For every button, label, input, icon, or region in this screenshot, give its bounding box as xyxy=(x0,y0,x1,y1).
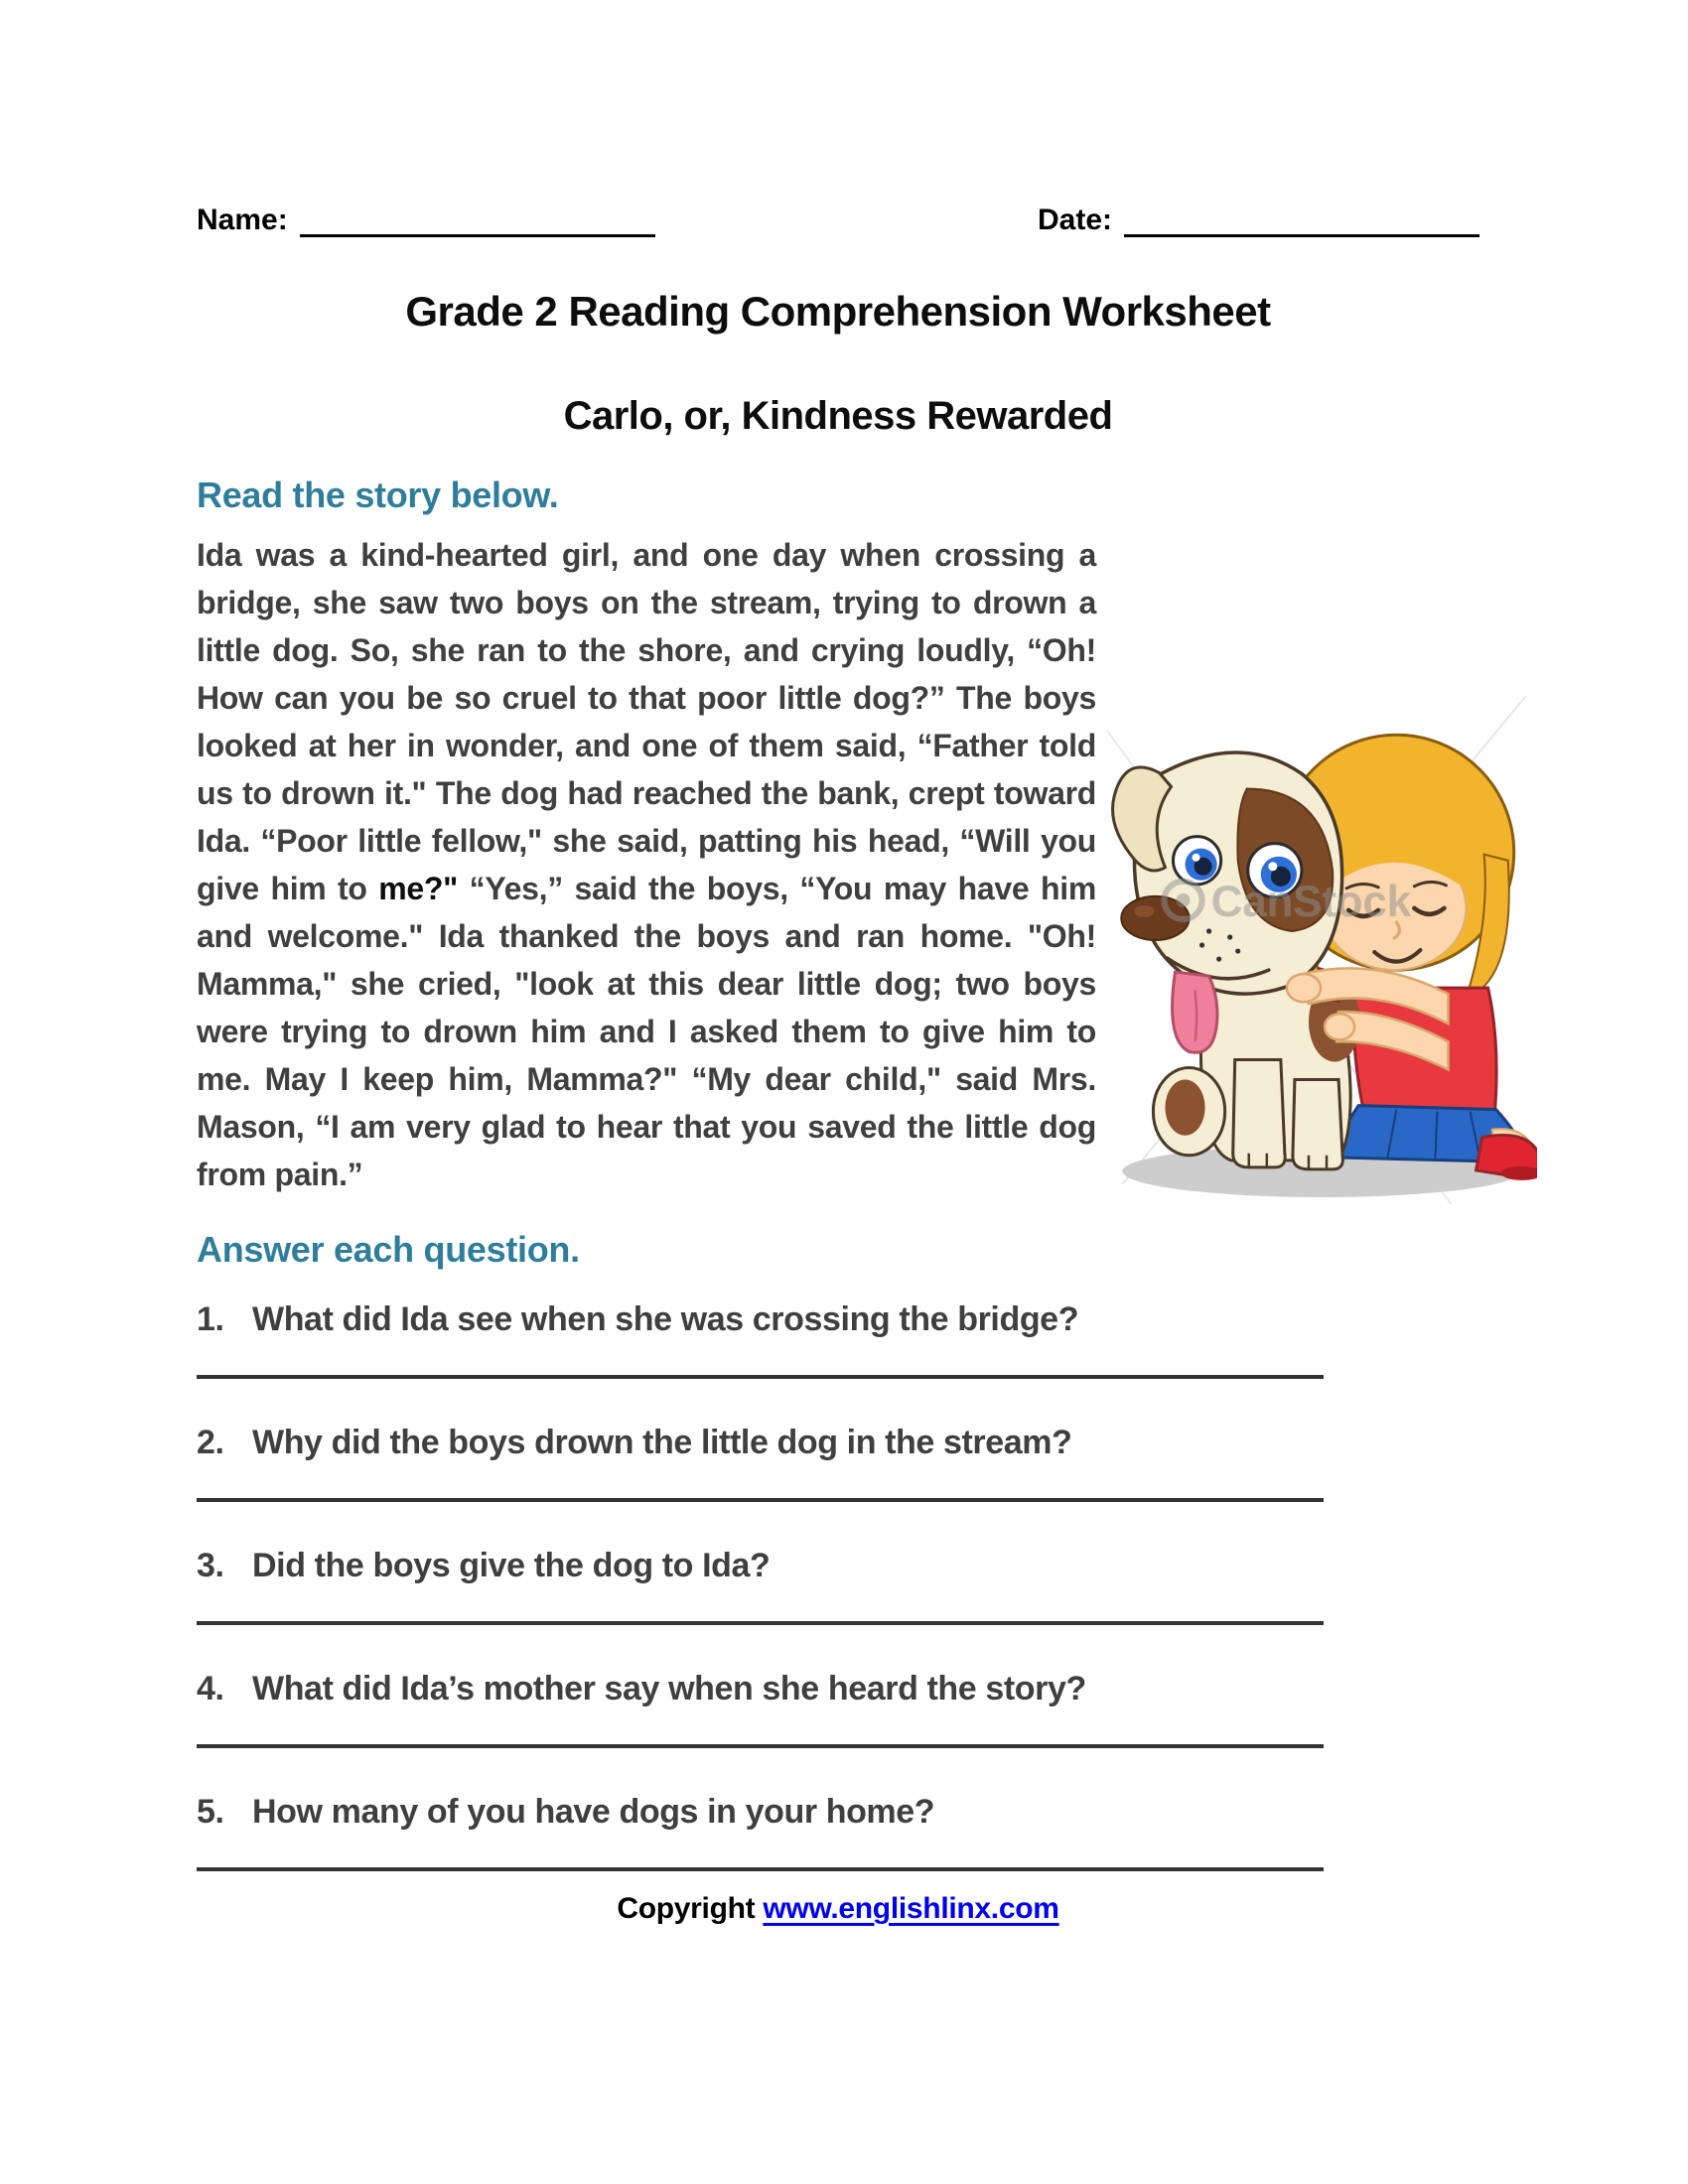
story-emphasis: me?" xyxy=(378,871,459,906)
dog-figure xyxy=(1113,752,1361,1169)
answer-line-5 xyxy=(197,1836,1324,1871)
story-part2: “Yes,” said the boys, “You may have him and welcome." Ida thanked the boys and ran home. "Oh! Mamma," she cried, "look at this dear little dog; two boys were trying to drown him and I asked them to give him to me. May I keep him, Mamma?" “My dear child," said Mrs. Mason, “I am very glad to hear that you saved the little dog from pain.” xyxy=(197,871,1096,1192)
name-field xyxy=(197,204,655,237)
watermark-text: CanStock xyxy=(1210,877,1411,926)
name-blank-line xyxy=(300,205,655,237)
question-item-1 xyxy=(197,1296,1479,1379)
date-field xyxy=(1038,204,1479,237)
page-title: Grade 2 Reading Comprehension Worksheet xyxy=(405,288,1271,335)
question-text: Did the boys give the dog to Ida? xyxy=(252,1547,771,1584)
story-title: Carlo, or, Kindness Rewarded xyxy=(563,394,1113,438)
date-label: Date: xyxy=(1037,204,1112,236)
story-instruction: Read the story below. xyxy=(197,475,559,515)
story-text xyxy=(197,531,1479,1198)
question-item-3 xyxy=(197,1542,1479,1625)
question-item-2 xyxy=(197,1419,1479,1502)
header xyxy=(197,0,1479,237)
answer-line-3 xyxy=(197,1589,1324,1625)
question-text: How many of you have dogs in your home? xyxy=(252,1793,935,1831)
question-number: 2. xyxy=(197,1424,224,1461)
copyright-link[interactable]: www.englishlinx.com xyxy=(763,1892,1059,1925)
question-item-5 xyxy=(197,1788,1479,1871)
answer-line-1 xyxy=(197,1343,1324,1379)
question-number: 1. xyxy=(197,1300,224,1338)
story-part1: Ida was a kind-hearted girl, and one day when crossing a bridge, she saw two boys on the stream, trying to drown a little dog. So, she ran to the shore, and crying loudly, “Oh! How can you be so cruel to that poor little dog?” The boys looked at her in wonder, and one of them said, “Father told us to drown it." The dog had reached the bank, crept toward Ida. “Poor little fellow," she said, patting his head, “Will you give him to xyxy=(197,537,1096,906)
footer xyxy=(197,1889,1479,1929)
questions-instruction: Answer each question. xyxy=(197,1229,580,1270)
girl-hugging-dog-illustration xyxy=(1096,661,1537,1209)
question-text: What did Ida see when she was crossing the bridge? xyxy=(252,1300,1079,1338)
story-illustration xyxy=(1096,675,1479,1195)
name-label: Name: xyxy=(197,204,288,236)
question-number: 4. xyxy=(197,1670,224,1707)
question-number: 5. xyxy=(197,1793,224,1831)
question-item-4 xyxy=(197,1665,1479,1748)
answer-line-2 xyxy=(197,1466,1324,1502)
question-text: Why did the boys drown the little dog in the stream? xyxy=(252,1424,1072,1461)
question-text: What did Ida’s mother say when she heard the story? xyxy=(252,1670,1086,1707)
copyright-label: Copyright xyxy=(617,1892,756,1925)
answer-line-4 xyxy=(197,1712,1324,1748)
date-blank-line xyxy=(1124,205,1479,237)
question-number: 3. xyxy=(197,1547,224,1584)
